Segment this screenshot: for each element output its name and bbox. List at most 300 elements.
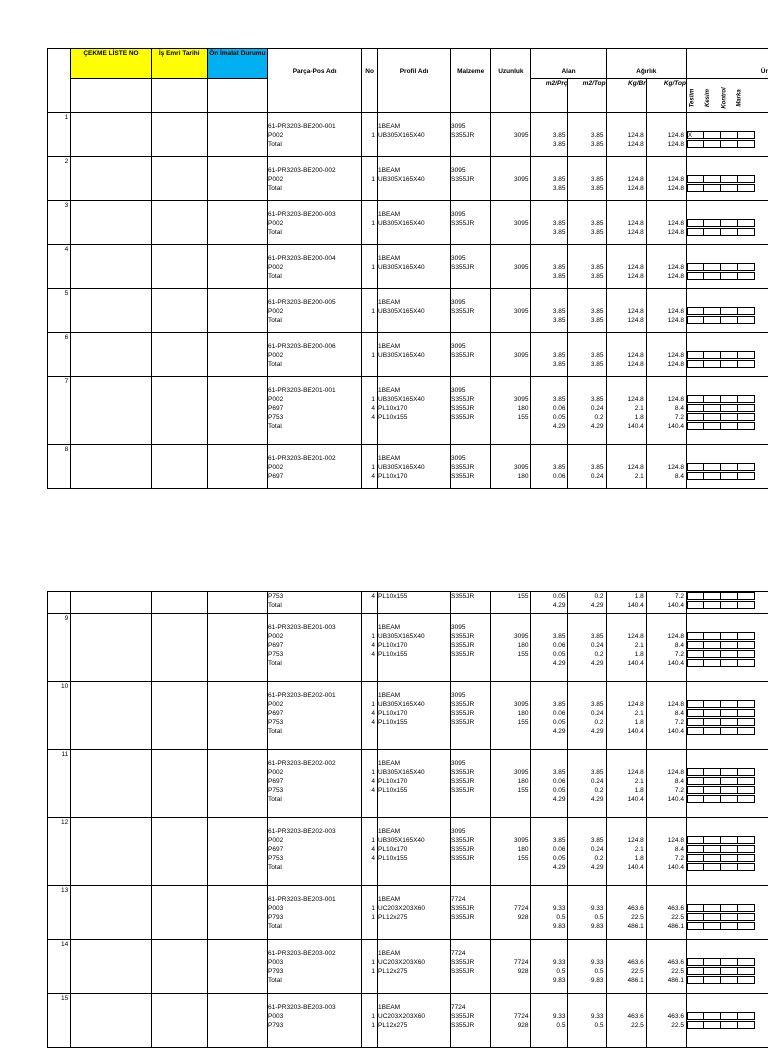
- checkbox-kesim[interactable]: [704, 700, 721, 708]
- material-line: [451, 228, 490, 237]
- on-imalat-cell[interactable]: [207, 818, 267, 886]
- checkbox-kesim[interactable]: [704, 140, 721, 148]
- checkbox-teslim[interactable]: [687, 272, 704, 280]
- on-imalat-cell[interactable]: [207, 940, 267, 994]
- checkbox-teslim[interactable]: [687, 795, 704, 803]
- checkbox-kontrol[interactable]: [721, 592, 738, 600]
- checkbox-kontrol[interactable]: [721, 228, 738, 236]
- weight-per-unit-line: [607, 759, 644, 768]
- checkbox-kesim[interactable]: [704, 228, 721, 236]
- weight-total-line: 124.8: [647, 836, 684, 845]
- checkbox-marka[interactable]: [738, 786, 755, 794]
- checkbox-kesim[interactable]: [704, 836, 721, 844]
- on-imalat-cell[interactable]: [207, 333, 267, 377]
- checkbox-kontrol[interactable]: [721, 795, 738, 803]
- material-line: S355JR: [451, 413, 490, 422]
- area-total-line: [568, 827, 603, 836]
- cekme-cell[interactable]: [71, 377, 151, 445]
- part-qty: [362, 994, 378, 1048]
- checkbox-marka[interactable]: [738, 351, 755, 359]
- checkbox-marka[interactable]: [738, 272, 755, 280]
- checkbox-teslim[interactable]: [687, 967, 704, 975]
- checkbox-kesim[interactable]: [704, 413, 721, 421]
- checkbox-marka[interactable]: [738, 650, 755, 658]
- checkbox-kesim[interactable]: [704, 472, 721, 480]
- weight-total-line: 140.4: [647, 601, 684, 610]
- material: [451, 592, 491, 614]
- checkbox-marka[interactable]: [738, 395, 755, 403]
- is-emri-cell[interactable]: [151, 245, 207, 289]
- checkbox-marka[interactable]: [738, 140, 755, 148]
- cekme-cell[interactable]: [71, 940, 151, 994]
- checkbox-teslim[interactable]: [687, 650, 704, 658]
- area-total-line: 9.33: [568, 1012, 603, 1021]
- area-per-piece: [531, 682, 568, 750]
- cekme-cell[interactable]: [71, 113, 151, 157]
- checkbox-kesim[interactable]: [704, 263, 721, 271]
- length-lines: [491, 254, 528, 281]
- checkbox-marka[interactable]: [738, 184, 755, 192]
- checkbox-kontrol[interactable]: [721, 395, 738, 403]
- on-imalat-cell[interactable]: [207, 614, 267, 682]
- weight-per-unit-line: 124.8: [607, 140, 644, 149]
- checkbox-marka[interactable]: [738, 659, 755, 667]
- checkbox-kontrol[interactable]: [721, 184, 738, 192]
- checkbox-kontrol[interactable]: [721, 472, 738, 480]
- checkbox-kontrol[interactable]: [721, 777, 738, 785]
- checkbox-teslim[interactable]: [687, 922, 704, 930]
- checkbox-marka[interactable]: [738, 307, 755, 315]
- checkbox-kontrol[interactable]: [721, 360, 738, 368]
- checkbox-kontrol[interactable]: [721, 641, 738, 649]
- checkbox-kontrol[interactable]: [721, 922, 738, 930]
- checkbox-kesim[interactable]: [704, 351, 721, 359]
- area-per-piece-line: 0.05: [531, 718, 565, 727]
- checkbox-kontrol[interactable]: [721, 786, 738, 794]
- area-per-piece-lines: [531, 166, 565, 193]
- checkbox-kesim[interactable]: [704, 727, 721, 735]
- area-total-line: [568, 342, 603, 351]
- cekme-cell[interactable]: [71, 886, 151, 940]
- is-emri-cell[interactable]: [151, 445, 207, 489]
- is-emri-cell[interactable]: [151, 333, 207, 377]
- cekme-cell[interactable]: [71, 289, 151, 333]
- part-qty-lines: [362, 386, 375, 431]
- checkbox-teslim[interactable]: [687, 768, 704, 776]
- length-line: [491, 272, 528, 281]
- checkbox-teslim[interactable]: [687, 777, 704, 785]
- checkbox-teslim[interactable]: [687, 263, 704, 271]
- checkbox-kesim[interactable]: [704, 958, 721, 966]
- area-per-piece-lines: [531, 827, 565, 872]
- checkbox-kontrol[interactable]: [721, 958, 738, 966]
- on-imalat-cell[interactable]: [207, 886, 267, 940]
- row-index: 12: [48, 818, 71, 886]
- checkbox-kontrol[interactable]: [721, 650, 738, 658]
- checkbox-kontrol[interactable]: [721, 659, 738, 667]
- checkbox-marka[interactable]: [738, 854, 755, 862]
- part-qty-line: 1: [362, 219, 375, 228]
- area-total: [568, 377, 606, 445]
- checkbox-kontrol[interactable]: [721, 768, 738, 776]
- part-name-line: P793: [268, 1021, 361, 1030]
- checkbox-marka[interactable]: [738, 1021, 755, 1029]
- checkbox-kesim[interactable]: [704, 659, 721, 667]
- material-line: S355JR: [451, 632, 490, 641]
- is-emri-cell[interactable]: [151, 289, 207, 333]
- checkbox-kontrol[interactable]: [721, 1012, 738, 1020]
- length-line: 3095: [491, 768, 528, 777]
- profile-name-line: UC203X203X60: [378, 1012, 450, 1021]
- checkbox-teslim[interactable]: [687, 854, 704, 862]
- checkbox-kontrol[interactable]: [721, 976, 738, 984]
- is-emri-cell[interactable]: [151, 818, 207, 886]
- checkbox-teslim[interactable]: [687, 1012, 704, 1020]
- checkbox-teslim[interactable]: [687, 913, 704, 921]
- area-per-piece-line: 0.06: [531, 845, 565, 854]
- checkbox-teslim[interactable]: [687, 845, 704, 853]
- is-emri-cell[interactable]: [151, 682, 207, 750]
- checkbox-marka[interactable]: [738, 228, 755, 236]
- checkbox-kesim[interactable]: [704, 175, 721, 183]
- checkbox-marka[interactable]: [738, 316, 755, 324]
- checkbox-kontrol[interactable]: [721, 307, 738, 315]
- header-parca-pos-adi: [268, 49, 362, 113]
- checkbox-marka[interactable]: [738, 709, 755, 717]
- is-emri-cell[interactable]: [151, 113, 207, 157]
- checkbox-kontrol[interactable]: [721, 272, 738, 280]
- on-imalat-cell[interactable]: [207, 245, 267, 289]
- on-imalat-cell[interactable]: [207, 289, 267, 333]
- checkbox-teslim[interactable]: [687, 175, 704, 183]
- checkbox-kontrol[interactable]: [721, 863, 738, 871]
- part-qty-line: 1: [362, 351, 375, 360]
- checkbox-marka[interactable]: [738, 641, 755, 649]
- material-lines: [451, 210, 490, 237]
- length-line: 180: [491, 845, 528, 854]
- weight-per-unit-line: 140.4: [607, 863, 644, 872]
- part-qty-line: 4: [362, 413, 375, 422]
- checkbox-kesim[interactable]: [704, 360, 721, 368]
- checkbox-kesim[interactable]: [704, 463, 721, 471]
- on-imalat-cell[interactable]: [207, 157, 267, 201]
- checkbox-kontrol[interactable]: [721, 601, 738, 609]
- area-total-lines: [568, 1003, 603, 1030]
- area-total: [568, 445, 606, 489]
- checkbox-marka[interactable]: [738, 795, 755, 803]
- weight-per-unit-lines: [607, 454, 644, 481]
- cekme-cell[interactable]: [71, 682, 151, 750]
- checkbox-kontrol[interactable]: [721, 316, 738, 324]
- length-line: 180: [491, 472, 528, 481]
- area-per-piece-line: [531, 691, 565, 700]
- checkbox-kontrol[interactable]: [721, 413, 738, 421]
- checkbox-kontrol[interactable]: [721, 1021, 738, 1029]
- profile-name-line: UB305X165X40: [378, 463, 450, 472]
- checkbox-teslim[interactable]: [687, 316, 704, 324]
- checkbox-teslim[interactable]: [687, 718, 704, 726]
- checkbox-teslim[interactable]: [687, 184, 704, 192]
- checkbox-kontrol[interactable]: [721, 140, 738, 148]
- checkbox-kesim[interactable]: [704, 592, 721, 600]
- checkbox-teslim[interactable]: [687, 395, 704, 403]
- checkbox-teslim[interactable]: X: [687, 131, 704, 139]
- checkbox-marka[interactable]: [738, 700, 755, 708]
- checkbox-marka[interactable]: [738, 1012, 755, 1020]
- is-emri-cell[interactable]: [151, 377, 207, 445]
- on-imalat-cell[interactable]: [207, 682, 267, 750]
- checkbox-kesim[interactable]: [704, 854, 721, 862]
- row-index: 13: [48, 886, 71, 940]
- part-name-line: 61-PR3203-BE200-006: [268, 342, 361, 351]
- profile-name-line: UB305X165X40: [378, 263, 450, 272]
- checkbox-kesim[interactable]: [704, 863, 721, 871]
- area-per-piece-lines: [531, 895, 565, 931]
- checkbox-marka[interactable]: [738, 976, 755, 984]
- weight-total-line: 124.8: [647, 463, 684, 472]
- checkbox-kesim[interactable]: [704, 422, 721, 430]
- weight-total: [646, 614, 686, 682]
- checkbox-marka[interactable]: [738, 967, 755, 975]
- checkbox-teslim[interactable]: [687, 958, 704, 966]
- checkbox-kesim[interactable]: [704, 904, 721, 912]
- is-emri-cell[interactable]: [151, 750, 207, 818]
- is-emri-cell[interactable]: [151, 994, 207, 1048]
- is-emri-cell[interactable]: [151, 886, 207, 940]
- checkbox-kontrol[interactable]: [721, 854, 738, 862]
- checkbox-marka[interactable]: [738, 413, 755, 421]
- material: [451, 994, 491, 1048]
- on-imalat-cell[interactable]: [207, 377, 267, 445]
- checkbox-kesim[interactable]: [704, 976, 721, 984]
- part-qty-line: [362, 184, 375, 193]
- checkbox-teslim[interactable]: [687, 976, 704, 984]
- is-emri-cell[interactable]: [151, 614, 207, 682]
- cekme-cell[interactable]: [71, 201, 151, 245]
- checkbox-teslim[interactable]: [687, 641, 704, 649]
- material-line: S355JR: [451, 1021, 490, 1030]
- part-qty-lines: [362, 298, 375, 325]
- cekme-cell[interactable]: [71, 157, 151, 201]
- checkbox-marka[interactable]: [738, 131, 755, 139]
- checkbox-kesim[interactable]: [704, 632, 721, 640]
- checkbox-teslim[interactable]: [687, 863, 704, 871]
- checkbox-marka[interactable]: [738, 404, 755, 412]
- on-imalat-cell[interactable]: [207, 201, 267, 245]
- cekme-cell[interactable]: [71, 818, 151, 886]
- checkbox-teslim[interactable]: [687, 904, 704, 912]
- area-per-piece-line: 3.85: [531, 632, 565, 641]
- checkbox-teslim[interactable]: [687, 709, 704, 717]
- checkbox-marka[interactable]: [738, 958, 755, 966]
- checkbox-marka[interactable]: [738, 836, 755, 844]
- header-agirlik: [606, 49, 686, 79]
- checkbox-marka[interactable]: [738, 263, 755, 271]
- part-name-line: 61-PR3203-BE202-001: [268, 691, 361, 700]
- checkbox-teslim[interactable]: [687, 360, 704, 368]
- checkbox-kesim[interactable]: [704, 272, 721, 280]
- area-per-piece-lines: [531, 592, 565, 610]
- is-emri-cell[interactable]: [151, 201, 207, 245]
- header-profil-adi: [378, 49, 451, 113]
- on-imalat-cell[interactable]: [207, 113, 267, 157]
- checkbox-kontrol[interactable]: [721, 422, 738, 430]
- checkbox-teslim[interactable]: [687, 219, 704, 227]
- checkbox-marka[interactable]: [738, 592, 755, 600]
- checkbox-kesim[interactable]: [704, 913, 721, 921]
- is-emri-cell[interactable]: [151, 940, 207, 994]
- checkbox-marka[interactable]: [738, 922, 755, 930]
- weight-per-unit: [606, 289, 646, 333]
- checkbox-kontrol[interactable]: [721, 463, 738, 471]
- cekme-cell[interactable]: [71, 592, 151, 614]
- cekme-cell[interactable]: [71, 994, 151, 1048]
- checkbox-marka[interactable]: [738, 845, 755, 853]
- area-per-piece-line: 0.06: [531, 709, 565, 718]
- length-line: 155: [491, 650, 528, 659]
- weight-per-unit-line: 124.8: [607, 219, 644, 228]
- checkbox-kesim[interactable]: [704, 219, 721, 227]
- checkbox-teslim[interactable]: [687, 727, 704, 735]
- checkbox-marka[interactable]: [738, 472, 755, 480]
- on-imalat-cell[interactable]: [207, 994, 267, 1048]
- area-per-piece-line: [531, 298, 565, 307]
- checkbox-kontrol[interactable]: [721, 718, 738, 726]
- checkbox-kesim[interactable]: [704, 795, 721, 803]
- checkbox-kesim[interactable]: [704, 307, 721, 315]
- checkbox-kesim[interactable]: [704, 184, 721, 192]
- checkbox-marka[interactable]: [738, 422, 755, 430]
- checkbox-teslim[interactable]: [687, 140, 704, 148]
- checkbox-kesim[interactable]: [704, 395, 721, 403]
- checkbox-kontrol[interactable]: [721, 967, 738, 975]
- checkbox-marka[interactable]: [738, 219, 755, 227]
- checkbox-kontrol[interactable]: [721, 727, 738, 735]
- checkbox-teslim[interactable]: [687, 463, 704, 471]
- checkbox-kontrol[interactable]: [721, 404, 738, 412]
- checkbox-kesim[interactable]: [704, 967, 721, 975]
- checkbox-teslim[interactable]: [687, 632, 704, 640]
- checkbox-marka[interactable]: [738, 768, 755, 776]
- checkbox-kontrol[interactable]: [721, 351, 738, 359]
- part-name: [268, 377, 362, 445]
- checkbox-kontrol[interactable]: [721, 913, 738, 921]
- checkbox-teslim[interactable]: [687, 836, 704, 844]
- material-line: S355JR: [451, 786, 490, 795]
- checkbox-kesim[interactable]: [704, 641, 721, 649]
- checkbox-marka[interactable]: [738, 777, 755, 785]
- checkbox-teslim[interactable]: [687, 700, 704, 708]
- part-qty-lines: [362, 895, 375, 931]
- checkbox-marka[interactable]: [738, 913, 755, 921]
- is-emri-cell[interactable]: [151, 592, 207, 614]
- checkbox-marka[interactable]: [738, 463, 755, 471]
- checkbox-teslim[interactable]: [687, 786, 704, 794]
- checkbox-kontrol[interactable]: [721, 263, 738, 271]
- checkbox-teslim[interactable]: [687, 351, 704, 359]
- area-total-line: 4.29: [568, 601, 603, 610]
- checkbox-kesim[interactable]: [704, 131, 721, 139]
- checkbox-kesim[interactable]: [704, 1021, 721, 1029]
- area-total-line: 3.85: [568, 351, 603, 360]
- checkbox-kesim[interactable]: [704, 1012, 721, 1020]
- profile-name-line: [378, 184, 450, 193]
- checkbox-kontrol[interactable]: [721, 131, 738, 139]
- checkbox-kesim[interactable]: [704, 709, 721, 717]
- cekme-cell[interactable]: [71, 750, 151, 818]
- weight-total-lines: [647, 454, 684, 481]
- part-qty-line: 1: [362, 395, 375, 404]
- checkbox-teslim[interactable]: [687, 422, 704, 430]
- checkbox-kesim[interactable]: [704, 786, 721, 794]
- on-imalat-cell[interactable]: [207, 592, 267, 614]
- checkbox-kontrol[interactable]: [721, 904, 738, 912]
- checkbox-marka[interactable]: [738, 175, 755, 183]
- weight-per-unit-line: 124.8: [607, 316, 644, 325]
- weight-total: [646, 682, 686, 750]
- checkbox-kesim[interactable]: [704, 404, 721, 412]
- on-imalat-cell[interactable]: [207, 445, 267, 489]
- cekme-cell[interactable]: [71, 614, 151, 682]
- checkbox-kontrol[interactable]: [721, 632, 738, 640]
- checkbox-row: [687, 404, 768, 413]
- checkbox-kontrol[interactable]: [721, 219, 738, 227]
- part-name-line: 61-PR3203-BE200-005: [268, 298, 361, 307]
- checkbox-kesim[interactable]: [704, 777, 721, 785]
- profile-name-line: UB305X165X40: [378, 700, 450, 709]
- checkbox-kesim[interactable]: [704, 922, 721, 930]
- length-line: [491, 422, 528, 431]
- cekme-cell[interactable]: [71, 333, 151, 377]
- checkbox-kesim[interactable]: [704, 650, 721, 658]
- checkbox-marka[interactable]: [738, 632, 755, 640]
- checkbox-marka[interactable]: [738, 360, 755, 368]
- checkbox-teslim[interactable]: [687, 601, 704, 609]
- cekme-cell[interactable]: [71, 445, 151, 489]
- checkbox-teslim[interactable]: [687, 1021, 704, 1029]
- status-checkboxes: [686, 994, 768, 1048]
- checkbox-marka[interactable]: [738, 727, 755, 735]
- is-emri-cell[interactable]: [151, 157, 207, 201]
- on-imalat-cell[interactable]: [207, 750, 267, 818]
- length: [491, 333, 531, 377]
- checkbox-teslim[interactable]: [687, 472, 704, 480]
- checkbox-teslim[interactable]: [687, 404, 704, 412]
- cekme-cell[interactable]: [71, 245, 151, 289]
- checkbox-kontrol[interactable]: [721, 700, 738, 708]
- checkbox-kesim[interactable]: [704, 601, 721, 609]
- checkbox-teslim[interactable]: [687, 659, 704, 667]
- checkbox-marka[interactable]: [738, 904, 755, 912]
- checkbox-teslim[interactable]: [687, 307, 704, 315]
- checkbox-marka[interactable]: [738, 601, 755, 609]
- checkbox-kesim[interactable]: [704, 718, 721, 726]
- checkbox-kontrol[interactable]: [721, 836, 738, 844]
- checkbox-kontrol[interactable]: [721, 175, 738, 183]
- checkbox-kontrol[interactable]: [721, 845, 738, 853]
- checkbox-teslim[interactable]: [687, 413, 704, 421]
- checkbox-kesim[interactable]: [704, 316, 721, 324]
- checkbox-kesim[interactable]: [704, 845, 721, 853]
- checkbox-marka[interactable]: [738, 718, 755, 726]
- checkbox-kesim[interactable]: [704, 768, 721, 776]
- checkbox-teslim[interactable]: [687, 228, 704, 236]
- checkbox-marka[interactable]: [738, 863, 755, 871]
- checkbox-kontrol[interactable]: [721, 709, 738, 717]
- profile-name-line: 1BEAM: [378, 342, 450, 351]
- part-name-line: P002: [268, 768, 361, 777]
- checkbox-teslim[interactable]: [687, 592, 704, 600]
